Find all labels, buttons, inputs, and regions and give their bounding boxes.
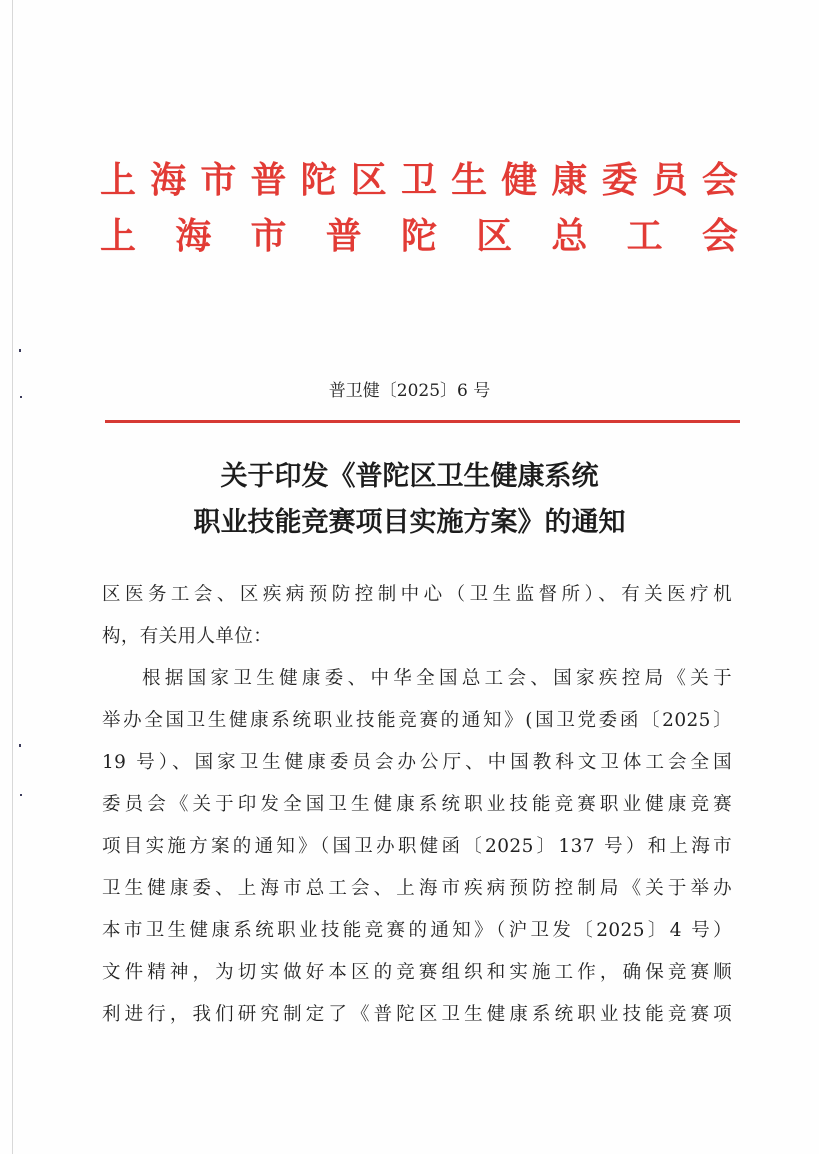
body-line: 项目实施方案的通知》（国卫办职健函〔2025〕137 号）和上海市 bbox=[102, 836, 732, 857]
scan-speck bbox=[19, 349, 21, 352]
body-line: 举办全国卫生健康系统职业技能竞赛的通知》(国卫党委函〔2025〕 bbox=[102, 710, 732, 731]
scan-speck bbox=[20, 794, 22, 796]
body-line: 构，有关用人单位： bbox=[102, 626, 273, 647]
document-number: 普卫健〔2025〕6 号 bbox=[328, 381, 491, 401]
issuer-name-trade-union: 上 海 市 普 陀 区 总 工 会 bbox=[100, 215, 738, 257]
body-line: 委员会《关于印发全国卫生健康系统职业技能竞赛职业健康竞赛 bbox=[102, 794, 732, 815]
issuer-name-health-commission: 上 海 市 普 陀 区 卫 生 健 康 委 员 会 bbox=[100, 159, 738, 201]
body-line: 19 号）、国家卫生健康委员会办公厅、中国教科文卫体工会全国 bbox=[102, 752, 732, 773]
body-line: 本市卫生健康系统职业技能竞赛的通知》（沪卫发〔2025〕4 号） bbox=[102, 920, 732, 941]
body-line: 区医务工会、区疾病预防控制中心（卫生监督所）、有关医疗机 bbox=[102, 584, 732, 605]
document-title-line-1: 关于印发《普陀区卫生健康系统 bbox=[220, 461, 599, 492]
page-edge-line bbox=[12, 0, 13, 1154]
body-line: 卫生健康委、上海市总工会、上海市疾病预防控制局《关于举办 bbox=[102, 878, 732, 899]
scan-speck bbox=[19, 744, 21, 747]
red-divider-line bbox=[105, 420, 740, 423]
document-title-line-2: 职业技能竞赛项目实施方案》的通知 bbox=[193, 507, 626, 538]
body-line: 根据国家卫生健康委、中华全国总工会、国家疾控局《关于 bbox=[142, 668, 732, 689]
body-line: 利进行，我们研究制定了《普陀区卫生健康系统职业技能竞赛项 bbox=[102, 1004, 732, 1025]
body-line: 文件精神，为切实做好本区的竞赛组织和实施工作，确保竞赛顺 bbox=[102, 962, 732, 983]
